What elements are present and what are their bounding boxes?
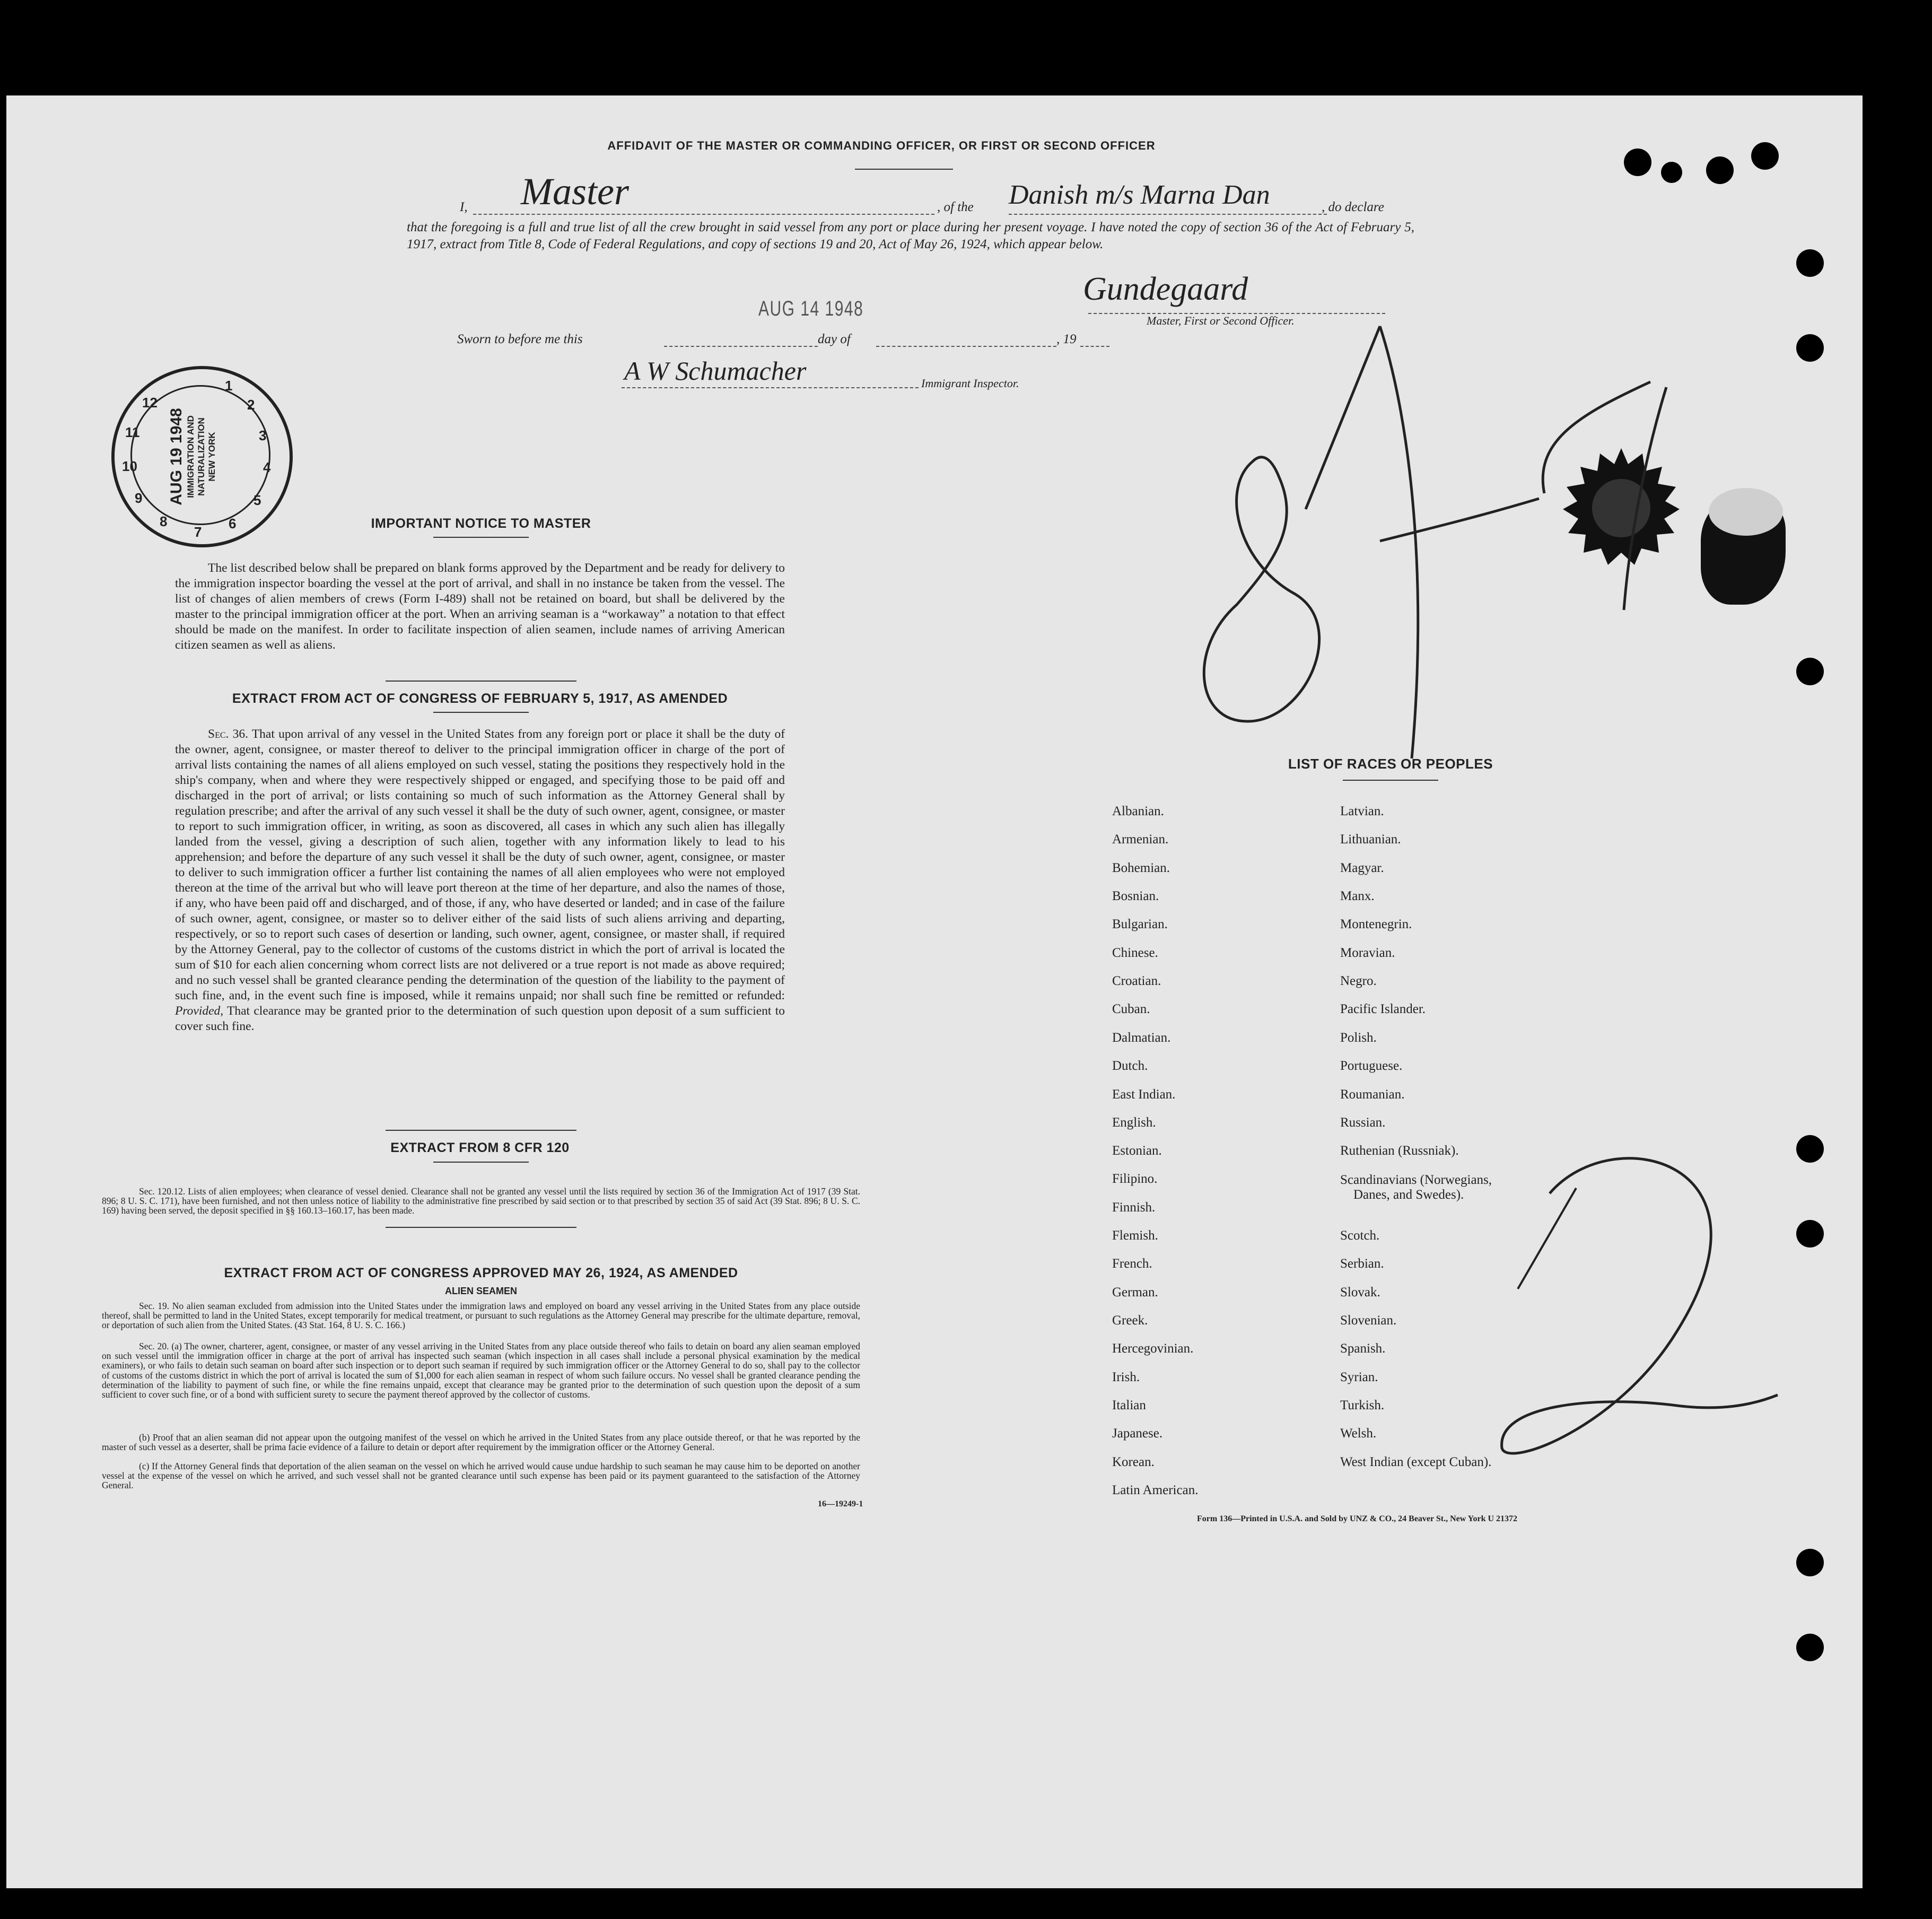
race-item: Flemish. (1112, 1228, 1158, 1243)
extract1924-title: EXTRACT FROM ACT OF CONGRESS APPROVED MAY 26, 1924, AS AMENDED (224, 1266, 738, 1280)
form-sheet (6, 95, 1863, 1888)
handwritten-page-number (1189, 265, 1719, 796)
sec36-body-b: That clearance may be granted prior to the determination of such question upon deposit of a sum sufficient to cover such fine. (175, 1004, 785, 1033)
handwritten-mark-2 (1486, 1130, 1783, 1512)
punch-hole (1796, 1220, 1824, 1248)
extract1917-rule (433, 712, 529, 713)
race-item: East Indian. (1112, 1087, 1176, 1102)
notice-body: The list described below shall be prepared on blank forms approved by the Department and be ready for delivery to the immigration inspector boarding the vessel at the port of arrival, and shall in no instance be taken from the vessel. The list of changes of alien members of crews (Form I-489) shall not be retained on board, but shall be delivered by the master to the principal immigration officer at the port. When an arriving seaman is a “workaway” a notation to that effect should be made on the manifest. In order to facilitate inspection of alien seamen, include names of arriving American citizen seamen as well as aliens. (175, 561, 785, 652)
race-item: Montenegrin. (1340, 917, 1412, 931)
extract1917-body (175, 727, 785, 1034)
race-item: Pacific Islander. (1340, 1002, 1426, 1016)
notice-rule (433, 537, 529, 538)
punch-hole (1796, 1634, 1824, 1661)
race-item: German. (1112, 1285, 1158, 1299)
title-rule (855, 169, 953, 170)
race-item: Chinese. (1112, 946, 1158, 960)
stamp-clock-6: 6 (229, 516, 237, 531)
affidavit-title: AFFIDAVIT OF THE MASTER OR COMMANDING OFFICER, OR FIRST OR SECOND OFFICER (607, 139, 1156, 152)
stamp-text1: IMMIGRATION AND (186, 415, 196, 498)
race-item: Scotch. (1340, 1228, 1380, 1243)
signer-line (473, 214, 934, 215)
race-item: Welsh. (1340, 1426, 1377, 1441)
race-item: Croatian. (1112, 974, 1161, 988)
race-item: West Indian (except Cuban). (1340, 1455, 1492, 1469)
provided-word: Provided, (175, 1004, 224, 1018)
inspector-caption: Immigrant Inspector. (921, 377, 1019, 390)
race-item: Estonian. (1112, 1144, 1162, 1158)
stamp-clock-9: 9 (135, 490, 143, 506)
race-item: Dalmatian. (1112, 1031, 1171, 1045)
stamp-clock-3: 3 (259, 428, 267, 443)
race-item: Armenian. (1112, 832, 1169, 847)
form-footer: Form 136—Printed in U.S.A. and Sold by UNZ & CO., 24 Beaver St., New York U 21372 (1197, 1514, 1518, 1523)
race-item: Syrian. (1340, 1370, 1378, 1384)
sworn-day-line (664, 346, 818, 347)
race-item: English. (1112, 1115, 1156, 1130)
notice-end-rule (386, 681, 576, 682)
race-item: Bosnian. (1112, 889, 1159, 903)
sworn-day: day of (818, 332, 851, 346)
race-item: Russian. (1340, 1115, 1386, 1130)
master-caption: Master, First or Second Officer. (1147, 314, 1295, 327)
race-item: Latin American. (1112, 1483, 1199, 1497)
affidavit-body: that the foregoing is a full and true list of all the crew brought in said vessel from any port or place during her present voyage. I have noted the copy of section 36 of the Act of February 5, 1917, extract from Title 8, Code of Federal Regulations, and copy of sections 19 and 20, Act of May 26, 1924, which appear below. (407, 220, 1414, 251)
sec19-body: Sec. 19. No alien seaman excluded from admission into the United States under the immigration laws and employed on board any vessel arriving in the United States from any place outside thereof, shall be permitted to land in the United States, except temporarily for medical treatment, or pursuant to such regulations as the Attorney General may prescribe for the ultimate departure, removal, or deportation of such alien from the United States. (43 Stat. 164, 8 U. S. C. 166.) (102, 1301, 860, 1331)
stamp-clock-8: 8 (160, 513, 168, 529)
affidavit-line1-suffix: , do declare (1322, 200, 1384, 214)
race-item: French. (1112, 1257, 1152, 1271)
race-item: Scandinavians (Norwegians, (1340, 1173, 1492, 1187)
race-item: Finnish. (1112, 1200, 1156, 1215)
punch-hole (1751, 142, 1779, 170)
affidavit-line1-of: , of the (937, 200, 974, 214)
extract1924-subtitle: ALIEN SEAMEN (444, 1286, 517, 1296)
stamp-text3: NEW YORK (207, 432, 217, 482)
race-item: Irish. (1112, 1370, 1140, 1384)
race-item: Japanese. (1112, 1426, 1163, 1441)
race-item: Cuban. (1112, 1002, 1150, 1016)
page-number-text: 8114 (1189, 265, 1190, 266)
stamp-text2: NATURALIZATION (196, 417, 206, 496)
race-item: Filipino. (1112, 1172, 1158, 1186)
extract1917-title: EXTRACT FROM ACT OF CONGRESS OF FEBRUARY 5, 1917, AS AMENDED (232, 691, 728, 706)
race-item: Ruthenian (Russniak). (1340, 1144, 1459, 1158)
races-title: LIST OF RACES OR PEOPLES (1288, 756, 1493, 772)
sworn-month-line (876, 346, 1056, 347)
race-item: Lithuanian. (1340, 832, 1401, 847)
sec20a-body: Sec. 20. (a) The owner, charterer, agent, consignee, or master of any vessel arriving in the United States from any place outside thereof who fails to detain on board any alien seaman employed on such vessel until the immigration officer in charge at the port of arrival has inspected such seaman (which inspection in all cases shall include a personal physical examination by the medical examiners), or who fails to detain such seaman on board after such inspection or to deport such seaman if required by such immigration officer or the Attorney General to do so, shall pay to the collector of customs of the customs district in which the port of arrival is located the sum of $1,000 for each alien seaman in respect of whom such failure occurs. No vessel shall be granted clearance pending the determination of the liability to payment of such fine, or while the fine remains unpaid, except that clearance may be granted prior to the determination of such question upon the deposit of a sum sufficient to cover such fine, or of a bond with sufficient surety to secure the payment thereof approved by the collector of customs. (102, 1341, 860, 1400)
race-item: Polish. (1340, 1031, 1377, 1045)
inspector-line (622, 387, 919, 388)
stamp-clock-2: 2 (247, 397, 255, 413)
cfr-end-rule (386, 1227, 576, 1228)
race-item: Spanish. (1340, 1341, 1386, 1356)
race-item: Moravian. (1340, 946, 1395, 960)
punch-hole (1706, 156, 1734, 184)
race-item: Danes, and Swedes). (1353, 1188, 1464, 1202)
race-item: Latvian. (1340, 804, 1384, 818)
extract1917-end-rule (386, 1130, 576, 1131)
race-item: Turkish. (1340, 1398, 1385, 1412)
master-signature: Gundegaard (1083, 271, 1248, 307)
race-item: Bohemian. (1112, 861, 1170, 875)
stamp-clock-4: 4 (263, 459, 271, 475)
punch-hole (1796, 658, 1824, 685)
stamp-clock-5: 5 (253, 492, 261, 508)
sec36-body-a: That upon arrival of any vessel in the United States from any foreign port or place it shall be the duty of the owner, agent, consignee, or master thereof to deliver to the principal immigration officer in charge of the port of arrival lists containing the names of all aliens employed on such vessel, stating the positions they respectively hold in the ship's company, when and where they were respectively shipped or engaged, and specifying those to be paid off and discharged in the port of arrival; or lists containing so much of such information as the Attorney General shall by regulation prescribe; and after the arrival of any such vessel it shall be the duty of such owner, agent, consignee, or master to report to such immigration officer, in writing, as soon as discovered, all cases in which any such alien has illegally landed from the vessel, giving a description of such alien, together with any information likely to lead to his apprehension; and before the departure of any such vessel it shall be the duty of such owner, agent, consignee, or master to deliver to such immigration officer a further list containing the names of all alien employees who were not employed thereon at the time of the arrival but who will leave port thereon at the time of her departure, and also the names of those, if any, who have been paid off and discharged, and of those, if any, who have deserted or landed; and in case of the failure of such owner, agent, consignee, or master so to deliver either of the said lists of such aliens arriving and departing, respectively, or so to report such cases of desertion or landing, such owner, agent, consignee, or master shall, if required by the Attorney General, pay to the collector of customs of the customs district in which the port of arrival is located the sum of $10 for each alien concerning whom correct lists are not delivered or a true report is not made as above required; and no such vessel shall be granted clearance pending the determination of the question of the liability to the payment of such fine, and, in the event such fine is imposed, while it remains unpaid; nor shall such fine be remitted or refunded: (175, 727, 785, 1002)
race-item: Italian (1112, 1398, 1146, 1412)
cfr-rule (433, 1162, 529, 1163)
stamp-clock-7: 7 (194, 524, 202, 540)
stamp-date: AUG 19 1948 (168, 408, 185, 505)
race-item: Greek. (1112, 1313, 1148, 1328)
race-item: Slovenian. (1340, 1313, 1397, 1328)
race-item: Slovak. (1340, 1285, 1380, 1299)
race-item: Bulgarian. (1112, 917, 1168, 931)
sec20b-body: (b) Proof that an alien seaman did not appear upon the outgoing manifest of the vessel on which he arrived in the United States from any place outside thereof, or that he was reported by the master of such vessel as a deserter, shall be prima facie evidence of a failure to detain or deport after requirement by the immigration officer or the Attorney General. (102, 1432, 860, 1453)
race-item: Albanian. (1112, 804, 1164, 818)
vessel-handwriting: Danish m/s Marna Dan (1009, 180, 1270, 210)
sec20c-body: (c) If the Attorney General finds that deportation of the alien seaman on the vessel on which he arrived would cause undue hardship to such seaman he may cause him to be deported on another vessel at the expense of the vessel on which he arrived, and such vessel shall not be granted clearance until such expense has been paid or its payment guaranteed to the satisfaction of the Attorney General. (102, 1461, 860, 1491)
punch-hole (1796, 1549, 1824, 1576)
sworn-year-line (1080, 346, 1109, 347)
print-code: 16—19249-1 (818, 1499, 863, 1508)
punch-hole (1796, 249, 1824, 277)
race-item: Manx. (1340, 889, 1375, 903)
race-item: Korean. (1112, 1455, 1155, 1469)
races-rule (1343, 780, 1438, 781)
sec36-label: Sec. 36. (208, 727, 248, 741)
date-stamp: AUG 14 1948 (758, 297, 864, 320)
inspector-signature: A W Schumacher (624, 356, 807, 386)
signer-handwriting: Master (521, 170, 629, 213)
race-item: Dutch. (1112, 1059, 1148, 1073)
cfr-body: Sec. 120.12. Lists of alien employees; when clearance of vessel denied. Clearance shall not be granted any vessel until the lists required by section 36 of the Immigration Act of 1917 (39 Stat. 896; 8 U. S. C. 171), have been furnished, and not then unless notice of liability to the administrative fine prescribed by said section or to that prescribed by section 35 of said Act (39 Stat. 896; 8 U. S. C. 169) having been served, the deposit specified in §§ 160.13–160.17, has been made. (102, 1186, 860, 1216)
punch-hole (1661, 162, 1682, 183)
race-item: Roumanian. (1340, 1087, 1405, 1102)
race-item: Magyar. (1340, 861, 1384, 875)
race-item: Hercegovinian. (1112, 1341, 1194, 1356)
sworn-prefix: Sworn to before me this (457, 332, 583, 346)
race-item: Negro. (1340, 974, 1377, 988)
notice-title: IMPORTANT NOTICE TO MASTER (371, 516, 591, 531)
punch-hole (1624, 149, 1651, 176)
race-item: Portuguese. (1340, 1059, 1403, 1073)
stamp-center-block (152, 404, 252, 510)
torn-seal-edge (1709, 488, 1783, 536)
sworn-year: , 19 (1056, 332, 1077, 346)
affidavit-line1-prefix: I, (460, 200, 468, 214)
punch-hole (1796, 1135, 1824, 1163)
stamp-clock-1: 1 (225, 378, 233, 394)
stamp-clock-10: 10 (122, 458, 137, 474)
cfr-title: EXTRACT FROM 8 CFR 120 (390, 1140, 570, 1155)
stamp-clock-11: 11 (125, 424, 140, 440)
stamp-clock-12: 12 (142, 395, 158, 411)
punch-hole (1796, 334, 1824, 362)
race-item: Serbian. (1340, 1257, 1384, 1271)
vessel-line (1009, 214, 1327, 215)
